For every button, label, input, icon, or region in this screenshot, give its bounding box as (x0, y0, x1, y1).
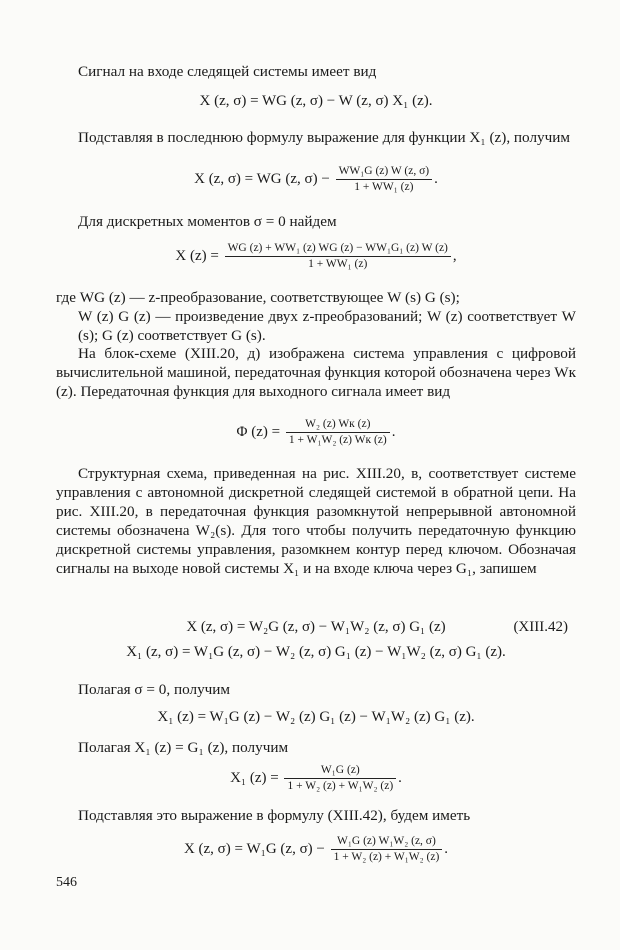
fraction (225, 242, 451, 271)
formula-tail: . (434, 170, 438, 187)
formula: X (z, σ) = WG (z, σ) − W (z, σ) X₁ (z). (199, 93, 433, 109)
paragraph: Полагая σ = 0, получим (78, 681, 231, 698)
fraction-numerator: W₁G (z) (320, 764, 360, 776)
fraction-denominator: 1 + WW₁ (z) (225, 256, 451, 271)
fraction-numerator: W₂ (z) Wк (z) (305, 418, 371, 430)
formula-tail: . (444, 840, 449, 857)
paragraph: Полагая X₁ (z) = G₁ (z), получим (78, 739, 289, 756)
where-line-2: W (z) G (z) — произведение двух z-преобразований; W (z) соответствует W (s); G (z) соответствует G (s). (78, 308, 576, 344)
fraction-numerator: WW₁G (z) W (z, σ) (338, 165, 430, 177)
fraction-denominator: 1 + W₁W₂ (z) Wк (z) (286, 432, 390, 447)
fraction (286, 418, 390, 447)
equation-number: (XIII.42) (513, 619, 568, 635)
formula (56, 418, 576, 447)
formula (56, 764, 576, 793)
paragraph: Подставляя это выражение в формулу (XIII.42), будем иметь (78, 807, 471, 824)
formula (56, 242, 576, 271)
paragraph: Для дискретных моментов σ = 0 найдем (78, 213, 337, 230)
fraction-denominator: 1 + W₂ (z) + W₁W₂ (z) (331, 849, 443, 864)
formula-lhs: X (z, σ) = WG (z, σ) − (194, 170, 330, 187)
formula-tail: , (452, 247, 457, 264)
page-number: 546 (56, 875, 77, 890)
fraction (284, 764, 396, 793)
formula (56, 165, 576, 194)
paragraph: Подставляя в последнюю формулу выражение для функции X₁ (z), получим (78, 129, 570, 146)
formula-lhs: X (z, σ) = W₁G (z, σ) − (183, 840, 325, 857)
formula-numbered (56, 618, 576, 637)
formula-lhs: X₁ (z) = (230, 769, 279, 786)
fraction-denominator: 1 + W₂ (z) + W₁W₂ (z) (284, 778, 396, 793)
formula-tail: . (391, 423, 396, 440)
paragraph: На блок-схеме (XIII.20, д) изображена система управления с цифровой вычислительной машиной, передаточная функция которой обозначена через Wк (z). Передаточная функция для выходного сигнала имеет вид (56, 345, 577, 400)
fraction-numerator: WG (z) + WW₁ (z) WG (z) − WW₁G₁ (z) W (z) (227, 242, 448, 254)
formula-tail: . (398, 769, 402, 786)
fraction-numerator: W₁G (z) W₁W₂ (z, σ) (337, 835, 436, 847)
formula: X₁ (z, σ) = W₁G (z, σ) − W₂ (z, σ) G₁ (z) − W₁W₂ (z, σ) G₁ (z). (126, 644, 506, 660)
formula-text: X (z, σ) = W₂G (z, σ) − W₁W₂ (z, σ) G₁ (z) (186, 619, 446, 635)
formula-lhs: Φ (z) = (236, 423, 281, 440)
fraction-denominator: 1 + WW₁ (z) (336, 179, 433, 194)
where-clause (56, 288, 576, 345)
paragraph: Сигнал на входе следящей системы имеет вид (78, 63, 377, 80)
formula: X₁ (z) = W₁G (z) − W₂ (z) G₁ (z) − W₁W₂ (z) G₁ (z). (157, 709, 475, 725)
formula-lhs: X (z) = (175, 247, 219, 264)
formula (56, 835, 576, 864)
paragraph: Структурная схема, приведенная на рис. XIII.20, в, соответствует системе управления с автономной дискретной следящей системой в обратной цепи. На рис. XIII.20, в передаточная функция разомкнутой непрерывной автономной системы обозначена W₂(s). Для того чтобы получить передаточную функцию дискретной системы управления, разомкнем контур перед ключом. Обозначая сигналы на выходе новой системы X₁ и на входе ключа через G₁, запишем (56, 465, 576, 577)
fraction (331, 835, 443, 864)
fraction (336, 165, 433, 194)
where-line-1: где WG (z) — z-преобразование, соответствующее W (s) G (s); (56, 289, 460, 306)
